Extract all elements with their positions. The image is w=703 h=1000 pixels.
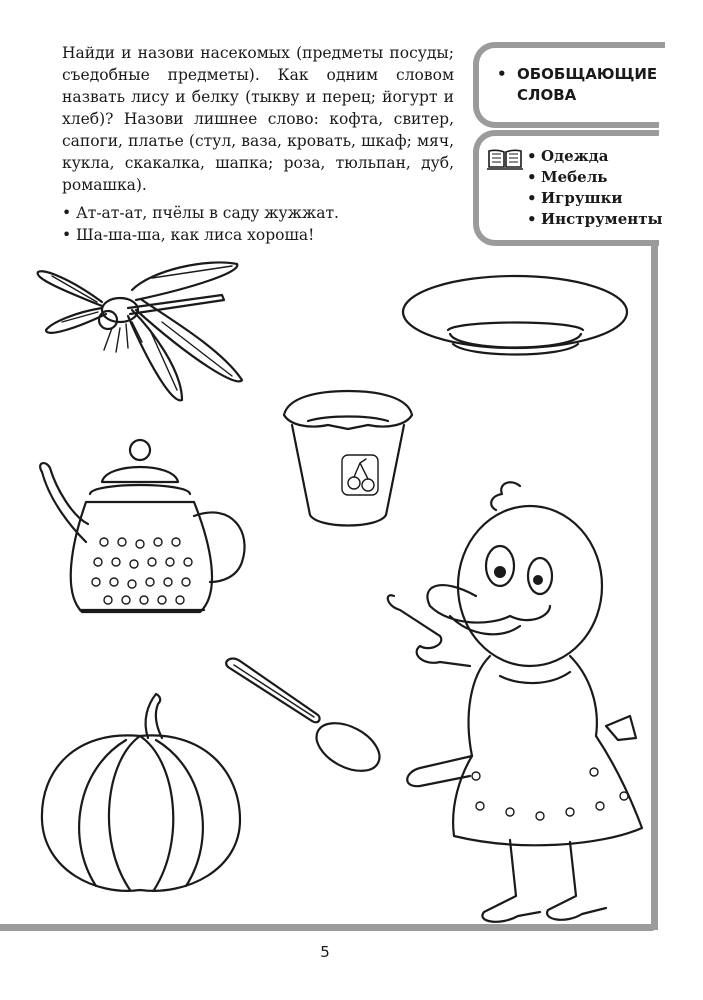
instruction-text: [62, 42, 454, 246]
duckling-picture: [380, 476, 650, 946]
tongue-twister-list: [62, 202, 454, 246]
topic-title-line-2: СЛОВА: [517, 86, 577, 104]
vocabulary-item: • Игрушки: [527, 188, 663, 209]
plate-picture: [403, 276, 627, 355]
vocabulary-list: [527, 146, 663, 230]
topic-box: [473, 42, 659, 128]
page-number: 5: [320, 943, 330, 961]
page-frame-right: [651, 240, 658, 930]
tongue-twister-1: • Ат-ат-ат, пчёлы в саду жужжат.: [62, 202, 454, 224]
topic-title-line-1: • ОБОБЩАЮЩИЕ: [517, 65, 658, 83]
vocabulary-item: • Инструменты: [527, 209, 663, 230]
vocabulary-item: • Одежда: [527, 146, 663, 167]
teapot-picture: [32, 432, 262, 622]
vocabulary-box: [473, 130, 663, 246]
dragonfly-picture: [32, 250, 262, 410]
book-icon: [487, 148, 523, 170]
tongue-twister-2: • Ша-ша-ша, как лиса хороша!: [62, 224, 454, 246]
pumpkin-picture: [36, 690, 246, 900]
vocabulary-item: • Мебель: [527, 167, 663, 188]
topic-title: [499, 64, 658, 106]
instruction-paragraph: Найди и назови насекомых (предметы посуды; съедобные предметы). Как одним словом назвать лису и белку (тыкву и перец; йогурт и хлеб)? Назови лишнее слово: кофта, свитер, сапоги, платье (стул, ваза, кровать, шкаф; мяч, кукла, скакалка, шапка; роза, тюльпан, дуб, ромашка).: [62, 44, 454, 194]
